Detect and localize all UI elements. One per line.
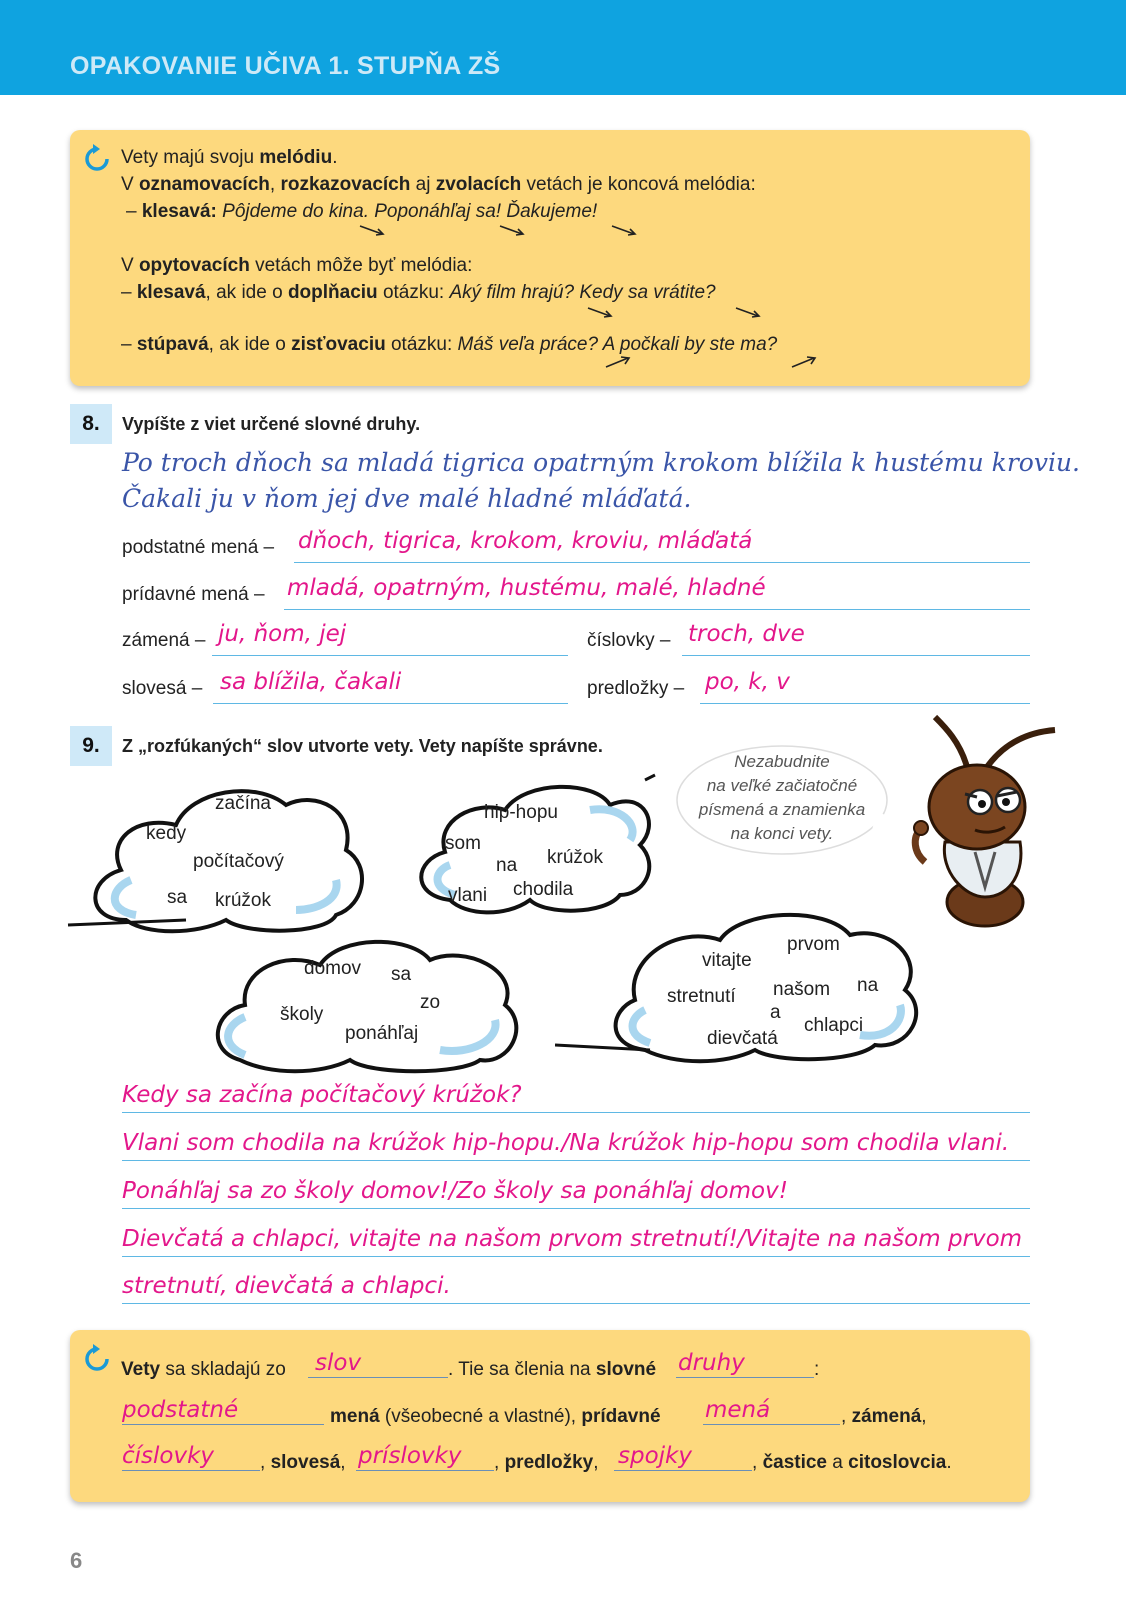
adjectives-answer[interactable]: mladá, opatrným, hustému, malé, hladné [287, 575, 766, 601]
summary-answer[interactable]: druhy [678, 1350, 745, 1376]
summary-answer[interactable]: číslovky [122, 1443, 215, 1469]
ant-mascot-illustration [905, 712, 1065, 932]
rising-arrow-icon [790, 354, 818, 370]
falling-arrow-icon [610, 222, 638, 238]
answer-line [122, 1208, 1030, 1209]
page-header-title: OPAKOVANIE UČIVA 1. STUPŇA ZŠ [70, 52, 501, 80]
answer-line [212, 655, 568, 656]
refresh-icon [80, 1342, 114, 1376]
cloud-word: domov [304, 958, 362, 979]
summary-text: Vety sa skladajú zo [121, 1359, 286, 1380]
answer-line [122, 1112, 1030, 1113]
answer-line [284, 609, 1030, 610]
summary-text: : [814, 1359, 820, 1380]
cloud-word: krúžok [215, 890, 271, 911]
speech-bubble-text: Nezabudnite na veľké začiatočné písmená a znamienka na konci vety. [698, 752, 866, 843]
answer-line [122, 1256, 1030, 1257]
cloud-word: stretnutí [667, 986, 736, 1007]
cloud-word: sa [391, 964, 412, 985]
info-line-6: – stúpavá, ak ide o zisťovaciu otázku: Máš veľa práce? A počkali by ste ma? [121, 334, 778, 355]
summary-text: mená (všeobecné a vlastné), prídavné [330, 1406, 661, 1427]
cloud-word: na [496, 855, 518, 876]
task-8-sentence-1: Po troch dňoch sa mladá tigrica opatrným krokom blížila k hustému kroviu. [122, 448, 1080, 477]
task-9-answer-3[interactable]: Ponáhľaj sa zo školy domov!/Zo školy sa ponáhľaj domov! [122, 1178, 788, 1204]
cloud-word: ponáhľaj [345, 1023, 419, 1044]
task-9-answer-2[interactable]: Vlani som chodila na krúžok hip-hopu./Na krúžok hip-hopu som chodila vlani. [122, 1130, 1010, 1156]
cloud-word: vitajte [702, 950, 752, 971]
cloud-word: chodila [513, 879, 574, 900]
blank-line [122, 1470, 260, 1471]
blank-line [614, 1470, 752, 1471]
task-8-number: 8. [70, 404, 112, 444]
refresh-icon [80, 142, 114, 176]
task-9-answer-4[interactable]: Dievčatá a chlapci, vitajte na našom prvom stretnutí!/Vitajte na našom prvom [122, 1226, 1023, 1252]
answer-line [122, 1303, 1030, 1304]
cloud-word: začína [215, 793, 271, 814]
cloud-word: kedy [146, 823, 187, 844]
falling-arrow-icon [498, 222, 526, 238]
word-cloud-3 [200, 925, 535, 1075]
cloud-word: dievčatá [707, 1028, 778, 1049]
answer-line [700, 703, 1030, 704]
nouns-answer[interactable]: dňoch, tigrica, krokom, kroviu, mláďatá [298, 528, 753, 554]
task-8-instruction: Vypíšte z viet určené slovné druhy. [122, 414, 421, 434]
prepositions-label: predložky – [587, 678, 685, 699]
cloud-word: sa [167, 887, 188, 908]
numerals-answer[interactable]: troch, dve [688, 621, 805, 647]
cloud-word: a [770, 1002, 781, 1023]
summary-text: . Tie sa členia na slovné [448, 1359, 657, 1380]
summary-answer[interactable]: slov [315, 1350, 362, 1376]
verbs-answer[interactable]: sa blížila, čakali [220, 669, 402, 695]
cloud-word: som [445, 833, 481, 854]
answer-line [294, 562, 1030, 563]
info-line-4: V opytovacích vetách môže byť melódia: [121, 255, 473, 276]
verbs-label: slovesá – [122, 678, 203, 699]
falling-arrow-icon [586, 304, 614, 320]
summary-answer[interactable]: spojky [618, 1443, 692, 1469]
summary-answer[interactable]: mená [705, 1397, 771, 1423]
summary-answer[interactable]: podstatné [122, 1397, 239, 1423]
blank-line [308, 1377, 448, 1378]
summary-answer[interactable]: príslovky [358, 1443, 462, 1469]
answer-line [682, 655, 1030, 656]
numerals-label: číslovky – [587, 630, 671, 651]
blank-line [703, 1424, 840, 1425]
answer-line [213, 703, 568, 704]
falling-arrow-icon [358, 222, 386, 238]
answer-line [122, 1160, 1030, 1161]
info-line-3: – klesavá: Pôjdeme do kina. Poponáhľaj sa! Ďakujeme! [126, 201, 598, 222]
prepositions-answer[interactable]: po, k, v [705, 669, 790, 695]
summary-text: , slovesá, [260, 1452, 346, 1473]
info-line-2: V oznamovacích, rozkazovacích aj zvolacích vetách je koncová melódia: [121, 174, 756, 195]
summary-text: , predložky, [494, 1452, 599, 1473]
cloud-word: zo [420, 992, 441, 1013]
falling-arrow-icon [734, 304, 762, 320]
task-9-number: 9. [70, 726, 112, 766]
cloud-word: chlapci [804, 1015, 864, 1036]
pronouns-label: zámená – [122, 630, 206, 651]
blank-line [356, 1470, 494, 1471]
blank-line [122, 1424, 324, 1425]
cloud-word: na [857, 975, 879, 996]
nouns-label: podstatné mená – [122, 537, 275, 558]
cloud-word: prvom [787, 934, 840, 955]
cloud-word: krúžok [547, 847, 603, 868]
blank-line [676, 1377, 814, 1378]
summary-text: , zámená, [841, 1406, 927, 1427]
summary-text: , častice a citoslovcia. [752, 1452, 952, 1473]
task-9-instruction: Z „rozfúkaných“ slov utvorte vety. Vety napíšte správne. [122, 736, 603, 756]
task-8-sentence-2: Čakali ju v ňom jej dve malé hladné mláďatá. [122, 484, 692, 513]
pronouns-answer[interactable]: ju, ňom, jej [218, 621, 347, 647]
rising-arrow-icon [604, 354, 632, 370]
task-9-answer-5[interactable]: stretnutí, dievčatá a chlapci. [122, 1273, 451, 1299]
cloud-word: našom [773, 979, 831, 1000]
cloud-word: hip-hopu [484, 802, 558, 823]
cloud-word: počítačový [193, 851, 284, 872]
task-9-answer-1[interactable]: Kedy sa začína počítačový krúžok? [122, 1082, 522, 1108]
info-line-5: – klesavá, ak ide o doplňaciu otázku: Aký film hrajú? Kedy sa vrátite? [121, 282, 716, 303]
adjectives-label: prídavné mená – [122, 584, 265, 605]
info-line-1: Vety majú svoju melódiu. [121, 147, 338, 168]
cloud-word: školy [280, 1004, 324, 1025]
cloud-word: vlani [448, 885, 488, 906]
page-number: 6 [70, 1548, 83, 1573]
